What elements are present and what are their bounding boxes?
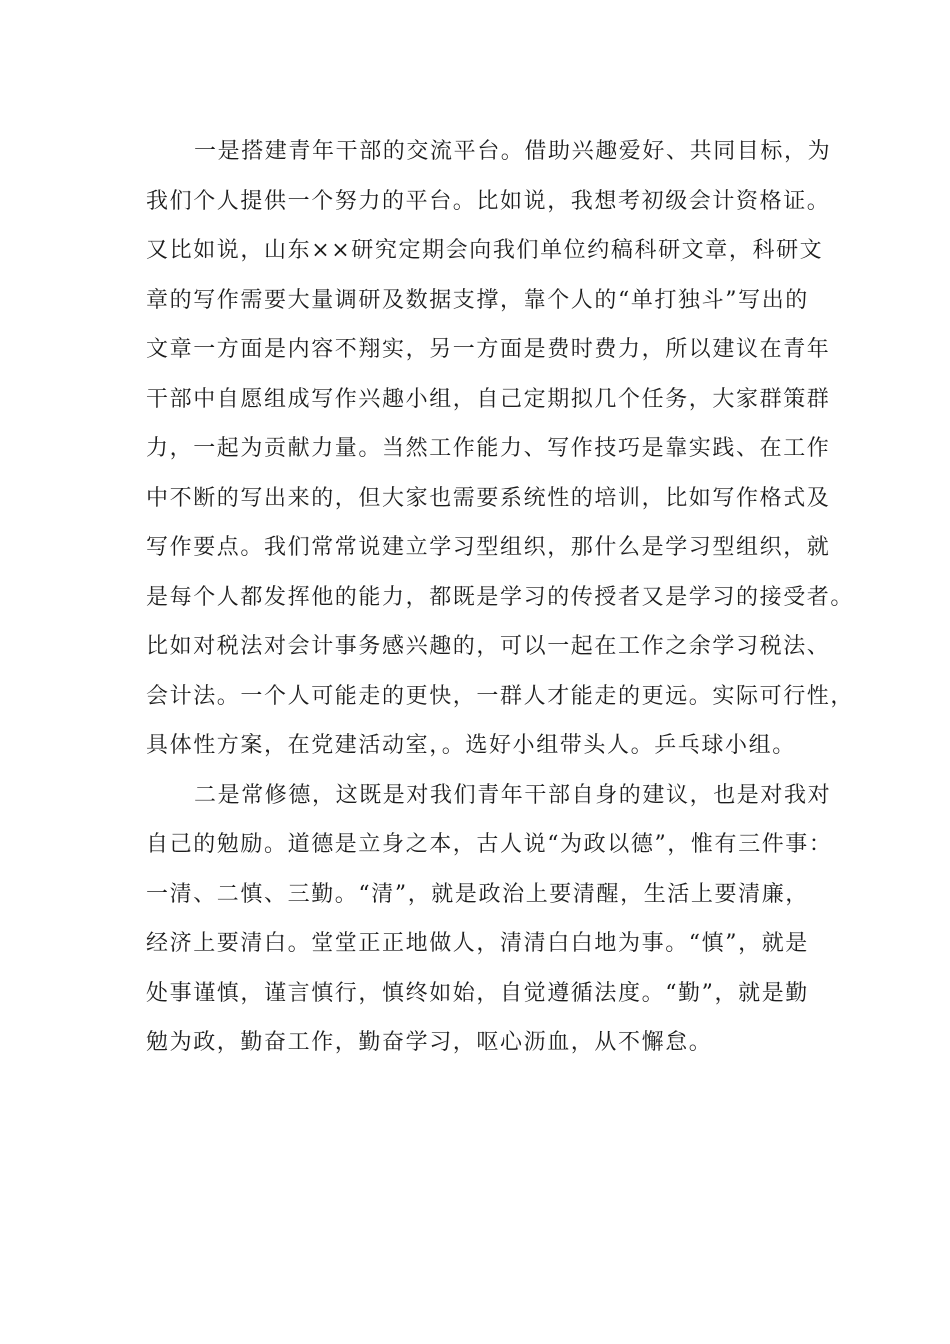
- paragraph-line: 二是常修德，这既是对我们青年干部自身的建议，也是对我对: [194, 782, 832, 808]
- paragraph-line: 一清、二慎、三勤。“清”，就是政治上要清醒，生活上要清廉，: [146, 881, 809, 907]
- paragraph-line: 自己的勉励。道德是立身之本，古人说“为政以德”，惟有三件事：: [146, 832, 833, 857]
- paragraph-line: 又比如说，山东××研究定期会向我们单位约稿科研文章，科研文: [146, 238, 824, 263]
- paragraph-1: [146, 127, 855, 771]
- paragraph-line: 文章一方面是内容不翔实，另一方面是费时费力，所以建议在青年: [146, 337, 831, 362]
- paragraph-2: [146, 771, 833, 1068]
- document-body: [146, 127, 855, 1068]
- paragraph-line: 干部中自愿组成写作兴趣小组，自己定期拟几个任务，大家群策群: [146, 386, 831, 412]
- paragraph-line: 力，一起为贡献力量。当然工作能力、写作技巧是靠实践、在工作: [146, 436, 831, 461]
- paragraph-line: 一是搭建青年干部的交流平台。借助兴趣爱好、共同目标，为: [194, 139, 832, 164]
- paragraph-line: 经济上要清白。堂堂正正地做人，清清白白地为事。“慎”，就是: [146, 931, 809, 956]
- paragraph-line: 比如对税法对会计事务感兴趣的，可以一起在工作之余学习税法、: [146, 634, 831, 659]
- paragraph-line: 具体性方案，在党建活动室，。选好小组带头人。乒乓球小组。: [146, 733, 796, 758]
- paragraph-line: 写作要点。我们常常说建立学习型组织，那什么是学习型组织，就: [146, 535, 831, 560]
- paragraph-line: 中不断的写出来的，但大家也需要系统性的培训，比如写作格式及: [146, 485, 831, 511]
- paragraph-line: 是每个人都发挥他的能力，都既是学习的传授者又是学习的接受者。: [146, 584, 855, 610]
- paragraph-line: 会计法。一个人可能走的更快，一群人才能走的更远。实际可行性，: [146, 683, 855, 709]
- paragraph-line: 勉为政，勤奋工作，勤奋学习，呕心沥血，从不懈怠。: [146, 1030, 713, 1055]
- paragraph-line: 我们个人提供一个努力的平台。比如说，我想考初级会计资格证。: [146, 188, 831, 214]
- paragraph-line: 章的写作需要大量调研及数据支撑，靠个人的“单打独斗”写出的: [146, 287, 809, 313]
- paragraph-line: 处事谨慎，谨言慎行，慎终如始，自觉遵循法度。“勤”，就是勤: [146, 980, 809, 1006]
